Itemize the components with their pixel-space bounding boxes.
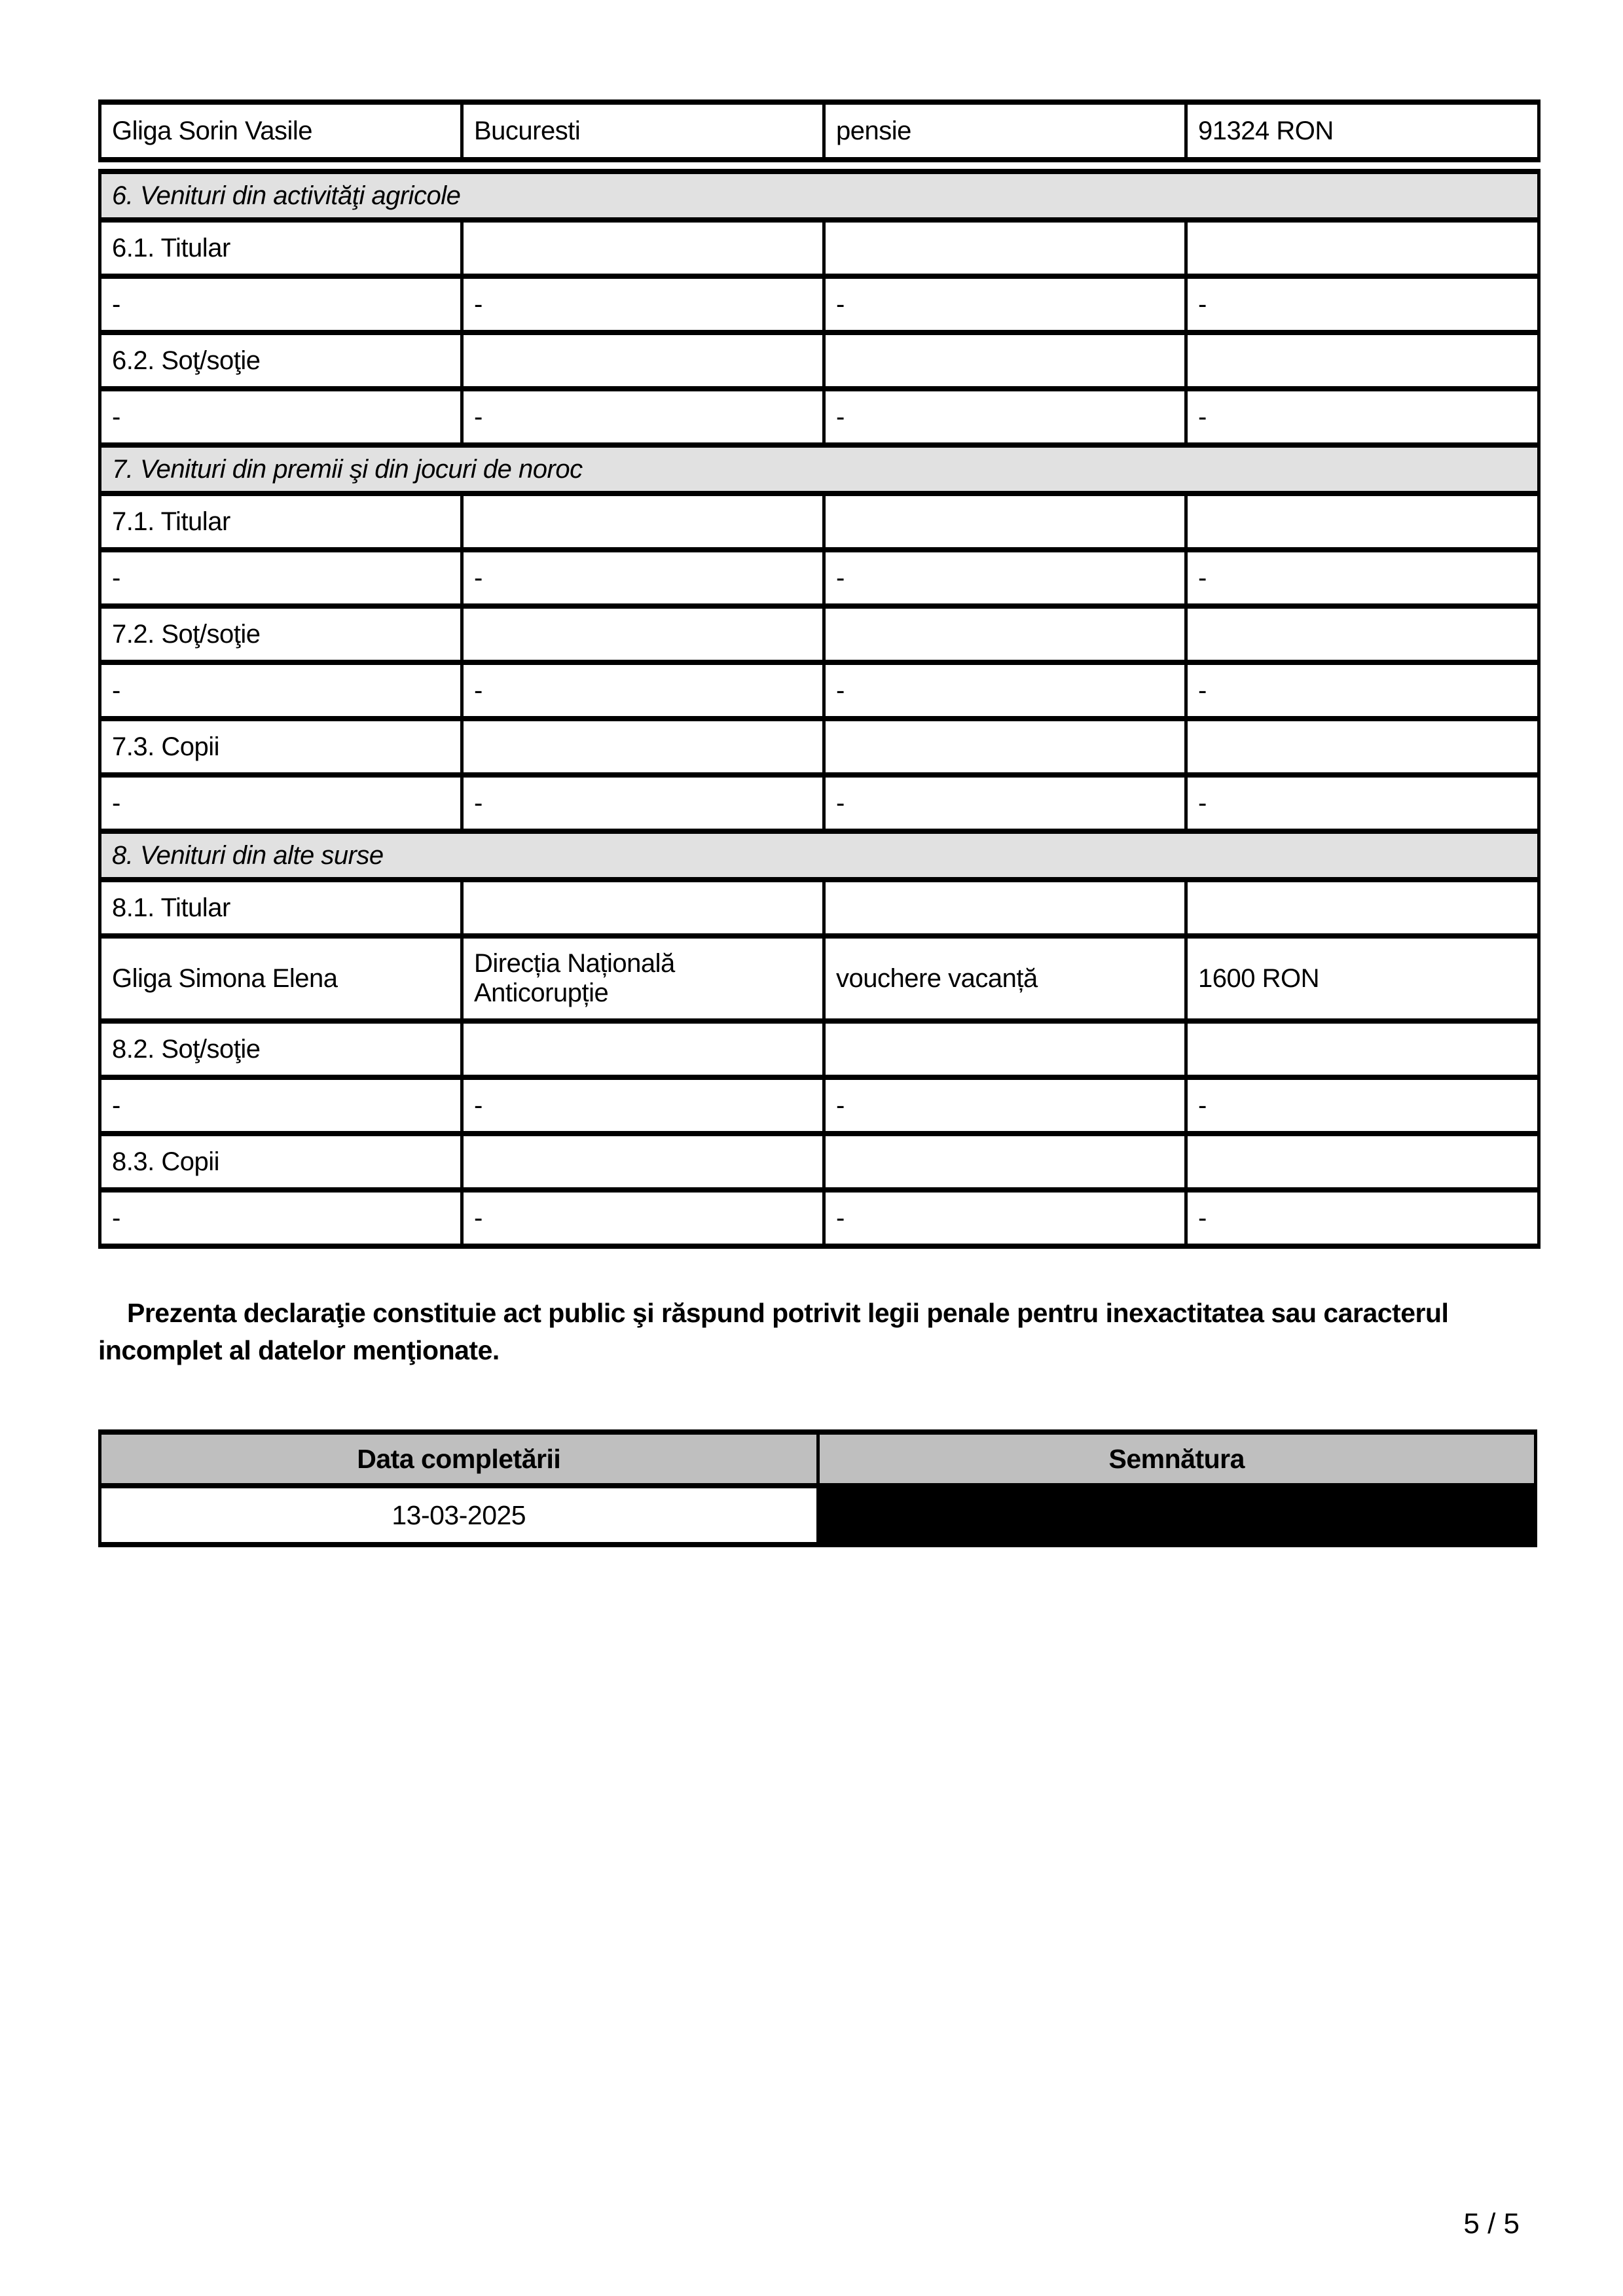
cell-dash: - (1186, 550, 1539, 606)
signature-table-value-row (100, 1486, 1536, 1545)
cell-dash: - (100, 276, 462, 332)
cell-dash: - (1186, 1077, 1539, 1134)
section-header-row (100, 831, 1539, 880)
cell-empty (824, 332, 1186, 389)
cell-empty (1186, 719, 1539, 775)
cell-source: Bucuresti (462, 102, 824, 160)
row-label: 7.2. Soţ/soţie (100, 606, 462, 662)
cell-dash: - (100, 389, 462, 445)
table-row (100, 719, 1539, 775)
cell-amount: 1600 RON (1186, 936, 1539, 1021)
section-header-row (100, 445, 1539, 493)
table-row (100, 493, 1539, 550)
cell-empty (462, 880, 824, 936)
date-header: Data completării (100, 1432, 818, 1486)
cell-dash: - (462, 276, 824, 332)
cell-dash: - (824, 662, 1186, 719)
cell-empty (1186, 1021, 1539, 1077)
table-row (100, 606, 1539, 662)
table-row (100, 880, 1539, 936)
cell-dash: - (462, 1190, 824, 1246)
cell-empty (824, 1021, 1186, 1077)
section-title: 6. Venituri din activităţi agricole (100, 171, 1539, 220)
table-section-gap (98, 162, 1537, 169)
cell-empty (462, 1021, 824, 1077)
cell-empty (462, 332, 824, 389)
cell-empty (824, 606, 1186, 662)
cell-empty (462, 719, 824, 775)
cell-dash: - (824, 1077, 1186, 1134)
cell-empty (824, 493, 1186, 550)
cell-empty (1186, 220, 1539, 276)
row-label: 7.3. Copii (100, 719, 462, 775)
table-row (100, 276, 1539, 332)
section-title: 8. Venituri din alte surse (100, 831, 1539, 880)
cell-dash: - (462, 662, 824, 719)
page-number: 5 / 5 (1463, 2208, 1520, 2240)
cell-dash: - (1186, 775, 1539, 831)
signature-redaction (818, 1486, 1536, 1545)
cell-dash: - (824, 775, 1186, 831)
cell-empty (824, 719, 1186, 775)
cell-dash: - (1186, 389, 1539, 445)
table-row (100, 1021, 1539, 1077)
income-table-continuation (98, 99, 1541, 162)
signature-table (98, 1429, 1537, 1547)
cell-dash: - (100, 775, 462, 831)
cell-dash: - (462, 1077, 824, 1134)
signature-table-header-row (100, 1432, 1536, 1486)
cell-dash: - (824, 1190, 1186, 1246)
section-title: 7. Venituri din premii şi din jocuri de noroc (100, 445, 1539, 493)
cell-dash: - (1186, 1190, 1539, 1246)
row-label: 8.3. Copii (100, 1134, 462, 1190)
row-label: 8.1. Titular (100, 880, 462, 936)
cell-dash: - (462, 389, 824, 445)
date-value: 13-03-2025 (100, 1486, 818, 1545)
table-row (100, 1134, 1539, 1190)
cell-empty (462, 1134, 824, 1190)
table-row (100, 220, 1539, 276)
cell-who: Gliga Sorin Vasile (100, 102, 462, 160)
table-row (100, 332, 1539, 389)
table-row (100, 936, 1539, 1021)
table-row (100, 550, 1539, 606)
cell-dash: - (100, 1077, 462, 1134)
row-label: 6.1. Titular (100, 220, 462, 276)
cell-empty (462, 606, 824, 662)
cell-empty (1186, 332, 1539, 389)
table-row (100, 662, 1539, 719)
cell-dash: - (1186, 276, 1539, 332)
cell-dash: - (100, 550, 462, 606)
table-row (100, 389, 1539, 445)
table-row (100, 775, 1539, 831)
cell-empty (462, 493, 824, 550)
cell-empty (462, 220, 824, 276)
cell-empty (1186, 1134, 1539, 1190)
income-table (98, 169, 1541, 1249)
page-content (98, 99, 1537, 1547)
cell-empty (824, 880, 1186, 936)
cell-service: vouchere vacanță (824, 936, 1186, 1021)
cell-empty (1186, 493, 1539, 550)
table-row (100, 1190, 1539, 1246)
table-row (100, 102, 1539, 160)
cell-dash: - (1186, 662, 1539, 719)
row-label: 6.2. Soţ/soţie (100, 332, 462, 389)
signature-header: Semnătura (818, 1432, 1536, 1486)
legal-notice: Prezenta declaraţie constituie act public şi răspund potrivit legii penale pentru inexactitatea sau caracterul incomplet al datelor menţionate. (98, 1298, 1449, 1365)
row-label: 8.2. Soţ/soţie (100, 1021, 462, 1077)
cell-dash: - (824, 389, 1186, 445)
cell-empty (1186, 606, 1539, 662)
cell-dash: - (462, 550, 824, 606)
table-row (100, 1077, 1539, 1134)
cell-amount: 91324 RON (1186, 102, 1539, 160)
cell-empty (1186, 880, 1539, 936)
cell-dash: - (824, 276, 1186, 332)
cell-dash: - (462, 775, 824, 831)
row-label: 7.1. Titular (100, 493, 462, 550)
cell-service: pensie (824, 102, 1186, 160)
cell-empty (824, 220, 1186, 276)
cell-dash: - (824, 550, 1186, 606)
cell-dash: - (100, 1190, 462, 1246)
cell-source: Direcția Națională Anticorupție (462, 936, 824, 1021)
cell-empty (824, 1134, 1186, 1190)
cell-who: Gliga Simona Elena (100, 936, 462, 1021)
section-header-row (100, 171, 1539, 220)
cell-dash: - (100, 662, 462, 719)
